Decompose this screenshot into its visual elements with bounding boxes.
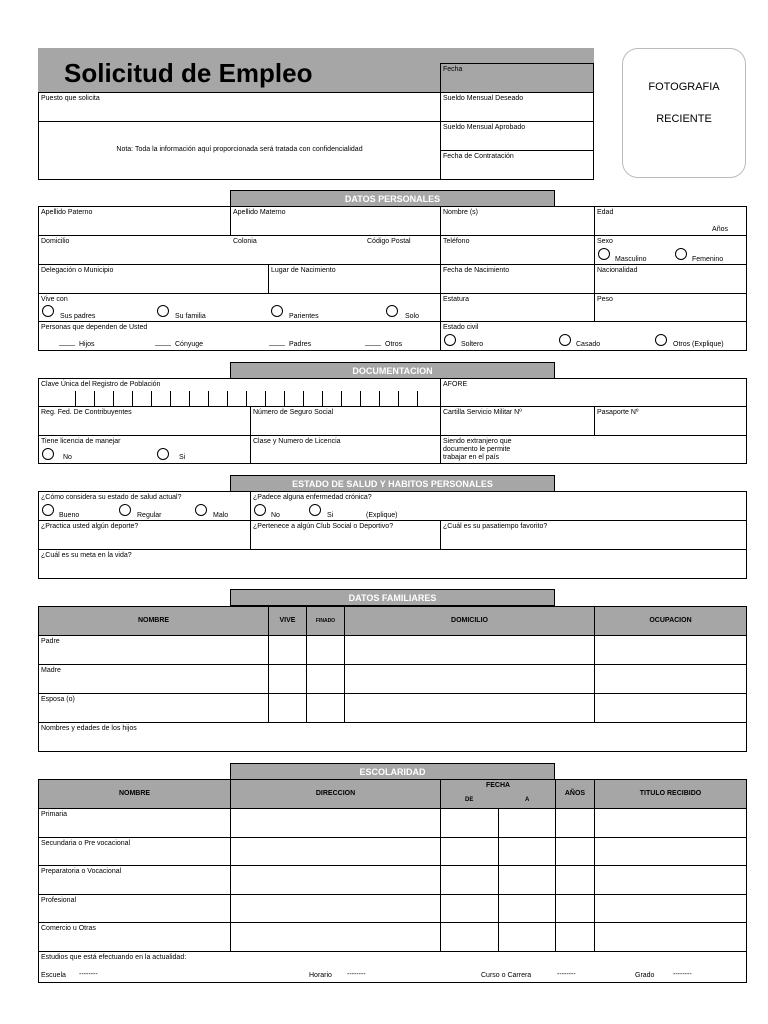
sexo-femenino-radio[interactable] [675, 248, 687, 260]
vive-solo-radio[interactable] [386, 305, 398, 317]
esc-anos-cell[interactable] [555, 865, 595, 895]
nss-field[interactable]: Número de Seguro Social [250, 406, 441, 436]
photo-label-line2: RECIENTE [656, 113, 712, 125]
esc-titulo-cell[interactable] [594, 922, 747, 952]
fam-ocupacion-cell[interactable] [594, 635, 747, 665]
fam-col-vive: VIVE [268, 606, 307, 636]
telefono-field[interactable]: Teléfono [440, 235, 595, 265]
esc-de-cell[interactable] [440, 894, 499, 923]
club-field[interactable]: ¿Pertenece a algún Club Social o Deportivo? [250, 520, 441, 550]
cronica-no-radio[interactable] [254, 504, 266, 516]
section-header-estado-salud: ESTADO DE SALUD Y HABITOS PERSONALES [230, 475, 555, 492]
fam-domicilio-cell[interactable] [344, 693, 595, 723]
fecha-nacimiento-field[interactable]: Fecha de Nacimiento [440, 264, 595, 294]
licencia-si-radio[interactable] [157, 448, 169, 460]
esc-nombre-cell[interactable]: Profesional [38, 894, 231, 923]
esc-nombre-cell[interactable]: Preparatoria o Vocacional [38, 865, 231, 895]
esc-a-cell[interactable] [498, 837, 556, 866]
section-header-escolaridad: ESCOLARIDAD [230, 763, 555, 780]
esc-col-fecha: FECHA DE A [440, 779, 556, 809]
vive-parientes-radio[interactable] [271, 305, 283, 317]
photo-box[interactable] [622, 48, 746, 178]
fam-ocupacion-cell[interactable] [594, 693, 747, 723]
padres-blank[interactable] [269, 345, 285, 346]
clase-licencia-field[interactable]: Clase y Numero de Licencia [250, 435, 441, 464]
section-header-documentacion: DOCUMENTACION [230, 362, 555, 379]
sexo-masculino-radio[interactable] [598, 248, 610, 260]
esc-titulo-cell[interactable] [594, 894, 747, 923]
page-title: Solicitud de Empleo [64, 58, 313, 88]
esc-a-cell[interactable] [498, 922, 556, 952]
esc-de-cell[interactable] [440, 922, 499, 952]
rfc-field[interactable]: Reg. Fed. De Contribuyentes [38, 406, 251, 436]
puesto-field[interactable]: Puesto que solicita [38, 92, 441, 122]
edad-field[interactable]: Edad Años [594, 206, 747, 236]
nombre-field[interactable]: Nombre (s) [440, 206, 595, 236]
fam-finado-cell[interactable] [306, 664, 345, 694]
dependientes-field: Personas que dependen de Usted Hijos Cónyuge Padres Otros [38, 321, 441, 351]
fam-vive-cell[interactable] [268, 635, 307, 665]
esc-anos-cell[interactable] [555, 808, 595, 838]
estado-salud-field: ¿Cómo considera su estado de salud actual? Bueno Regular Malo [38, 491, 251, 521]
pasatiempo-field[interactable]: ¿Cuál es su pasatiempo favorito? [440, 520, 747, 550]
section-header-datos-familiares: DATOS FAMILIARES [230, 589, 555, 606]
curso-blank[interactable]: -------- [557, 971, 576, 978]
delegacion-field[interactable]: Delegación o Municipio [38, 264, 269, 294]
escuela-blank[interactable]: -------- [79, 971, 98, 978]
fam-col-finado: FINADO [306, 606, 345, 636]
esc-nombre-cell[interactable]: Comercio u Otras [38, 922, 231, 952]
meta-field[interactable]: ¿Cuál es su meta en la vida? [38, 549, 747, 579]
curp-digit-ticks [75, 391, 425, 406]
estado-civil-field: Estado civil Soltero Casado Otros (Explique) [440, 321, 747, 351]
fam-vive-cell[interactable] [268, 664, 307, 694]
vive-su-familia-radio[interactable] [157, 305, 169, 317]
hijos-field[interactable]: Nombres y edades de los hijos [38, 722, 747, 752]
vive-con-field: Vive con Sus padres Su familia Parientes Solo [38, 293, 441, 322]
pasaporte-field[interactable]: Pasaporte Nº [594, 406, 747, 436]
esc-titulo-cell[interactable] [594, 808, 747, 838]
esc-anos-cell[interactable] [555, 922, 595, 952]
domicilio-field[interactable]: Domicilio Colonia Código Postal [38, 235, 441, 265]
fecha-field[interactable]: Fecha [440, 63, 594, 93]
enfermedad-cronica-field: ¿Padece alguna enfermedad crónica? No Si (Explique) [250, 491, 747, 521]
esc-nombre-cell[interactable]: Primaria [38, 808, 231, 838]
salud-malo-radio[interactable] [195, 504, 207, 516]
lugar-nacimiento-field[interactable]: Lugar de Nacimiento [268, 264, 441, 294]
cronica-si-radio[interactable] [309, 504, 321, 516]
fam-col-domicilio: DOMICILIO [344, 606, 595, 636]
photo-label-line1: FOTOGRAFIA [648, 81, 720, 93]
otros-blank[interactable] [365, 345, 381, 346]
licencia-field: Tiene licencia de manejar No Si [38, 435, 251, 464]
esc-direccion-cell[interactable] [230, 837, 441, 866]
fecha-contratacion-field[interactable]: Fecha de Contratación [440, 150, 594, 180]
grado-blank[interactable]: -------- [673, 971, 692, 978]
nota-box: Nota: Toda la información aquí proporcionada será tratada con confidencialidad [38, 121, 441, 180]
fam-domicilio-cell[interactable] [344, 664, 595, 694]
esc-col-nombre: NOMBRE [38, 779, 231, 809]
peso-field[interactable]: Peso [594, 293, 747, 322]
esc-direccion-cell[interactable] [230, 922, 441, 952]
extranjero-field[interactable]: Siendo extranjero que documento le permite trabajar en el país [440, 435, 747, 464]
fam-col-nombre: NOMBRE [38, 606, 269, 636]
esc-titulo-cell[interactable] [594, 865, 747, 895]
esc-de-cell[interactable] [440, 808, 499, 838]
vive-sus-padres-radio[interactable] [42, 305, 54, 317]
esc-a-cell[interactable] [498, 894, 556, 923]
fam-nombre-cell[interactable]: Padre [38, 635, 269, 665]
esc-anos-cell[interactable] [555, 894, 595, 923]
soltero-radio[interactable] [444, 334, 456, 346]
salud-regular-radio[interactable] [119, 504, 131, 516]
otros-explique-radio[interactable] [655, 334, 667, 346]
fam-finado-cell[interactable] [306, 635, 345, 665]
cartilla-field[interactable]: Cartilla Servicio Militar Nº [440, 406, 595, 436]
hijos-blank[interactable] [59, 345, 75, 346]
fam-vive-cell[interactable] [268, 693, 307, 723]
esc-a-cell[interactable] [498, 865, 556, 895]
esc-col-titulo: TITULO RECIBIDO [594, 779, 747, 809]
fam-nombre-cell[interactable]: Madre [38, 664, 269, 694]
casado-radio[interactable] [559, 334, 571, 346]
esc-a-cell[interactable] [498, 808, 556, 838]
esc-direccion-cell[interactable] [230, 808, 441, 838]
horario-blank[interactable]: -------- [347, 971, 366, 978]
fam-finado-cell[interactable] [306, 693, 345, 723]
salud-bueno-radio[interactable] [42, 504, 54, 516]
deporte-field[interactable]: ¿Practica usted algún deporte? [38, 520, 251, 550]
fam-domicilio-cell[interactable] [344, 635, 595, 665]
fam-ocupacion-cell[interactable] [594, 664, 747, 694]
esc-titulo-cell[interactable] [594, 837, 747, 866]
estudios-actuales-field: Estudios que está efectuando en la actualidad: Escuela -------- Horario -------- Curso o Carrera -------- Grado -------- [38, 951, 747, 983]
fam-col-ocupacion: OCUPACION [594, 606, 747, 636]
esc-direccion-cell[interactable] [230, 865, 441, 895]
licencia-no-radio[interactable] [42, 448, 54, 460]
afore-field[interactable]: AFORE [440, 378, 747, 407]
esc-col-anos: AÑOS [555, 779, 595, 809]
esc-nombre-cell[interactable]: Secundaria o Pre vocacional [38, 837, 231, 866]
sexo-field: Sexo Masculino Femenino [594, 235, 747, 265]
esc-col-direccion: DIRECCION [230, 779, 441, 809]
curp-field[interactable]: Clave Única del Registro de Población [38, 378, 441, 407]
nacionalidad-field[interactable]: Nacionalidad [594, 264, 747, 294]
esc-de-cell[interactable] [440, 865, 499, 895]
esc-direccion-cell[interactable] [230, 894, 441, 923]
fam-nombre-cell[interactable]: Esposa (o) [38, 693, 269, 723]
sueldo-deseado-field[interactable]: Sueldo Mensual Deseado [440, 92, 594, 122]
sueldo-aprobado-field[interactable]: Sueldo Mensual Aprobado [440, 121, 594, 151]
conyuge-blank[interactable] [155, 345, 171, 346]
apellido-materno-field[interactable]: Apellido Materno [230, 206, 441, 236]
section-header-datos-personales: DATOS PERSONALES [230, 190, 555, 207]
esc-de-cell[interactable] [440, 837, 499, 866]
estatura-field[interactable]: Estatura [440, 293, 595, 322]
esc-anos-cell[interactable] [555, 837, 595, 866]
apellido-paterno-field[interactable]: Apellido Paterno [38, 206, 231, 236]
